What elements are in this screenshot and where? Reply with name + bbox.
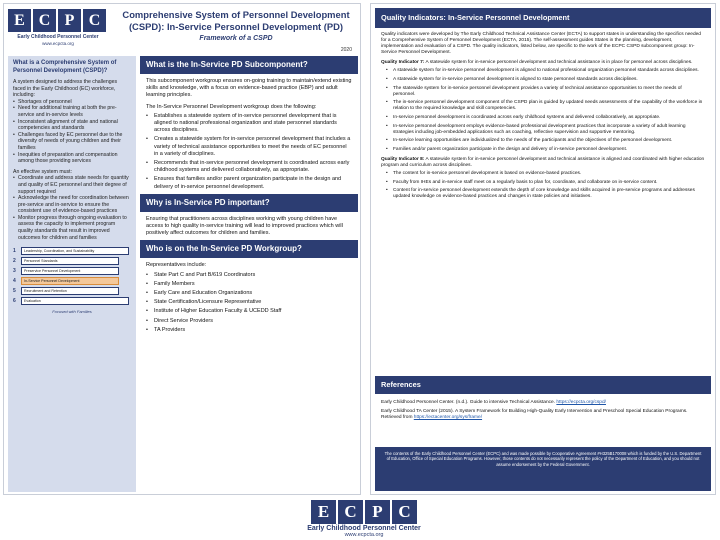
framework-row (13, 276, 131, 285)
indicator-text: A statewide system for in-service personnel development and technical assistance is in place for personnel across disciplines. (425, 60, 693, 66)
quality-indicator-7 (381, 60, 705, 66)
indicator-text: A statewide system for in-service personnel development and technical assistance is aligned and coordinated with higher education program and curriculum across disciplines. (381, 157, 705, 169)
list-item: • In-service personnel development employs evidence-based professional development practices that incorporate a variety of adult learning strategies including job-embedded applications such as coaching, reflective supervision and supportive mentoring. (393, 124, 705, 136)
references-list (375, 396, 711, 444)
reference-item (381, 409, 705, 421)
list-item: • Inconsistent alignment of state and national competencies and standards (13, 119, 131, 132)
logo-letter-e: E (8, 9, 31, 32)
ecpc-logo-large (284, 500, 444, 538)
in-service-main-content (140, 56, 358, 492)
list-item: • Content for in-service personnel development extends the depth of core knowledge and skills acquired in pre-service programs and addresses updated knowledge on evidence-based practices and changes in state policies and initiatives. (393, 188, 705, 200)
list-item: • Families and/or parent organization participate in the design and delivery of in-service personnel development. (393, 147, 705, 153)
list-item: • Early Care and Education Organizations (154, 290, 352, 297)
logo-letter-p: P (58, 9, 81, 32)
logo-name: Early Childhood Personnel Center (307, 525, 421, 532)
sidebar-intro: A system designed to address the challenges faced in the Early Childhood (EC) workforce, including: (13, 79, 118, 99)
indicator-label: Quality Indicator 7: (381, 60, 425, 66)
reference-link[interactable]: https://ectacenter.org/sys/frame/ (413, 415, 483, 421)
framework-row (13, 246, 131, 255)
framework-number: 1 (13, 247, 16, 254)
logo-letter-p: P (365, 500, 390, 524)
logo-letter-c2: C (392, 500, 417, 524)
funding-disclaimer: The contents of the Early Childhood Personnel Center (ECPC) and was made possible by Cooperative Agreement #H325B170008 which is funded by the U.S. Department of Education, Office of Special Education Programs. However, those contents do not necessarily represent the policy of the Department of Education, and you should not assume endorsement by the Federal Government. (375, 447, 711, 491)
list-item: • Recommends that in-service personnel development is coordinated across early childhood systems and delivered collaboratively, as appropriate. (154, 160, 352, 174)
list-item: • State Certification/Licensure Representative (154, 299, 352, 306)
logo-url: www.ecpcta.org (42, 41, 74, 46)
list-item: • Direct Service Providers (154, 318, 352, 325)
list-item: • Shortages of personnel (13, 99, 131, 106)
document-title: Comprehensive System of Personnel Development (CSPD): In-Service Personnel Development (PD) (122, 9, 350, 32)
quality-intro: Quality indicators were developed by The Early Childhood Technical Assistance Center (ECTA) to support states in understanding the specifics needed for a Comprehensive System of Personnel Development (ECTA, 2015). The self-assessment guides States in the planning, development, implementation and evaluation of a CSPD. The quality indicators, listed below, are specific to the work of the ECPC CSPD subcomponent group: In-Service Personnel Development. (381, 32, 701, 56)
section-paragraph: Representatives include: (146, 262, 207, 269)
reference-item (381, 400, 705, 406)
reference-link[interactable]: https://ecpcta.org/cspd/ (556, 400, 606, 405)
list-item: • The content for in-service personnel development is based on evidence-based practices. (393, 171, 705, 177)
document-year: 2020 (340, 47, 352, 53)
document-subtitle: Framework of a CSPD (199, 35, 273, 42)
quality-indicators-body (375, 30, 711, 366)
list-item: • Acknowledge the need for coordination between pre-service and in-service to ensure the consistent use of evidence-based practices (13, 195, 131, 215)
sidebar-heading: What is a Comprehensive System of Personnel Development (CSPD)? (13, 60, 117, 74)
section-paragraph: The In-Service Personnel Development workgroup does the following: (146, 103, 317, 110)
framework-bar-highlighted: In-Service Personnel Development (21, 277, 119, 285)
cspd-framework-diagram (13, 246, 131, 314)
section-heading-what: What is the In-Service PD Subcomponent? (140, 56, 358, 74)
indicator-8-list (381, 171, 705, 200)
list-item: • In-service learning opportunities are individualized to the needs of the participants and the objectives of the personnel development. (393, 138, 705, 144)
reference-text: Early Childhood TA Center (2015). A System Framework for Building High-Quality Early Intervention and Preschool Special Education Programs. Retrieved from (381, 409, 688, 421)
framework-bar: Personnel Standards (21, 257, 119, 265)
framework-row (13, 256, 131, 265)
logo-letter-c2: C (83, 9, 106, 32)
quality-indicator-8 (381, 157, 705, 169)
section-heading-why: Why is In-Service PD important? (140, 194, 358, 212)
list-item: • Monitor progress through ongoing evaluation to assess the capacity to implement program quality standards that result in improved outcomes for children and families (13, 215, 131, 241)
logo-letter-e: E (311, 500, 336, 524)
list-item: • Ensures that families and/or parent organization participate in the design and delivery of in-service personnel development. (154, 176, 352, 190)
representatives-list (140, 270, 358, 334)
logo-url: www.ecpcta.org (344, 532, 384, 538)
list-item: • TA Providers (154, 327, 352, 334)
framework-caption: Focused with Families (52, 309, 92, 315)
framework-row (13, 296, 131, 305)
logo-letter-c: C (33, 9, 56, 32)
list-item: • Family Members (154, 281, 352, 288)
list-item: • Challenges faced by EC personnel due to the diversity of needs of young children and their families (13, 132, 131, 152)
list-item: • Establishes a statewide system of in-service personnel development that is aligned to national professional organization and state personnel standards across disciplines. (154, 113, 352, 135)
list-item: • Institute of Higher Education Faculty & UCEDD Staff (154, 308, 352, 315)
indicator-7-list (381, 68, 705, 153)
effective-system-intro: An effective system must: (13, 168, 73, 175)
framework-bar: Evaluation (21, 297, 129, 305)
left-header (8, 7, 358, 55)
framework-number: 3 (13, 267, 16, 274)
list-item: • A statewide system for in-service personnel development is aligned to national professional organization personnel standards across disciplines. (393, 68, 705, 74)
framework-bar: Leadership, Coordination, and Sustainability (21, 247, 129, 255)
framework-bar: Recruitment and Retention (21, 287, 119, 295)
section-paragraph: Ensuring that practitioners across disciplines working with young children have access to high quality in-service training will lead to improved practices which will positively affect outcomes for children and families. (146, 215, 343, 237)
framework-bar: Preservice Personnel Development (21, 267, 119, 275)
list-item: • The statewide system for in-service personnel development provides a variety of technical assistance opportunities to meet the needs of personnel. (393, 86, 705, 98)
logo-name: Early Childhood Personnel Center (17, 34, 99, 40)
framework-number: 5 (13, 287, 16, 294)
list-item: • Coordinate and address state needs for quantity and quality of EC personnel and their degree of support required (13, 175, 131, 195)
cspd-sidebar (8, 56, 136, 492)
framework-row (13, 266, 131, 275)
quality-indicators-page (370, 3, 716, 495)
logo-letter-c: C (338, 500, 363, 524)
indicator-label: Quality Indicator 8: (381, 157, 425, 162)
reference-text: Early Childhood Personnel Center. (n.d.). Guide to intensive Technical Assistance. (381, 400, 557, 405)
quality-indicators-heading: Quality Indicators: In-Service Personnel Development (375, 8, 711, 28)
list-item: • Faculty from IHEs and in-service staff meet on a regularly basis to plan for, coordinate, and collaborate on in-service content. (393, 180, 705, 186)
section-paragraph: This subcomponent workgroup ensures on-going training to maintain/extend existing skills and knowledge, with a focus on evidence-based practice (EBP) and adult learning principles. (146, 78, 352, 99)
list-item: • In-service personnel development is coordinated across early childhood systems and delivered collaboratively, as appropriate. (393, 115, 705, 121)
list-item: • Creates a statewide system for in-service personnel development that includes a variety of technical assistance opportunities to meet the needs of EC personnel in a variety of disciplines. (154, 136, 352, 158)
list-item: • Need for additional training at both the pre-service and in-service levels (13, 105, 131, 118)
framework-number: 6 (13, 297, 16, 304)
cspd-left-page (3, 3, 361, 495)
framework-number: 2 (13, 257, 16, 264)
list-item: • Inequities of preparation and compensation among those providing services (13, 152, 131, 165)
framework-number: 4 (13, 277, 16, 284)
workgroup-duties-list (140, 111, 358, 191)
list-item: • The in-service personnel development component of the CSPD plan is guided by updated needs assessments of the capability of the workforce in relation to the required knowledge and skill competencies. (393, 100, 705, 112)
section-heading-who: Who is on the In-Service PD Workgroup? (140, 240, 358, 258)
list-item: • A statewide system for in-service personnel development is aligned to state personnel standards across disciplines. (393, 77, 705, 83)
framework-row (13, 286, 131, 295)
list-item: • State Part C and Part B/619 Coordinators (154, 272, 352, 279)
effective-system-list (13, 175, 131, 241)
references-heading: References (375, 376, 711, 394)
challenges-list (13, 99, 131, 165)
ecpc-logo (8, 9, 108, 46)
